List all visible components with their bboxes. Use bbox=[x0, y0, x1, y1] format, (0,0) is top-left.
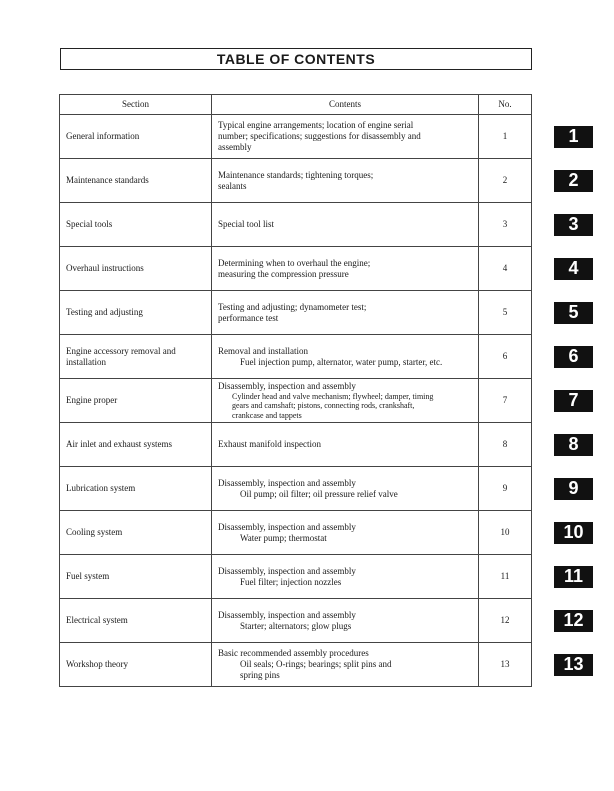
contents-cell bbox=[212, 423, 479, 467]
section-cell bbox=[60, 247, 212, 291]
section-cell bbox=[60, 379, 212, 423]
contents-text: Disassembly, inspection and assembly bbox=[218, 380, 356, 391]
contents-text: measuring the compression pressure bbox=[218, 268, 349, 279]
section-number: 7 bbox=[479, 379, 532, 423]
contents-text: Testing and adjusting; dynamometer test; bbox=[218, 301, 367, 312]
table-row bbox=[60, 467, 532, 511]
section-number: 1 bbox=[479, 115, 532, 159]
section-cell bbox=[60, 467, 212, 511]
section-tab: 1 bbox=[554, 126, 593, 148]
table-row bbox=[60, 203, 532, 247]
section-text: Maintenance standards bbox=[66, 175, 149, 186]
contents-text: Exhaust manifold inspection bbox=[218, 439, 321, 450]
contents-text: Determining when to overhaul the engine; bbox=[218, 257, 371, 268]
section-tab: 11 bbox=[554, 566, 593, 588]
section-text: Air inlet and exhaust systems bbox=[66, 439, 172, 450]
contents-cell bbox=[212, 159, 479, 203]
contents-cell bbox=[212, 599, 479, 643]
contents-subtext: Fuel injection pump, alternator, water pump, starter, etc. bbox=[240, 356, 443, 367]
section-cell bbox=[60, 291, 212, 335]
section-cell bbox=[60, 115, 212, 159]
contents-subtext: Oil pump; oil filter; oil pressure relief valve bbox=[240, 488, 398, 499]
section-tab: 2 bbox=[554, 170, 593, 192]
table-row bbox=[60, 247, 532, 291]
table-row bbox=[60, 115, 532, 159]
contents-subtext: Oil seals; O-rings; bearings; split pins and bbox=[240, 659, 392, 670]
section-text: Overhaul instructions bbox=[66, 263, 144, 274]
section-text: Special tools bbox=[66, 219, 113, 230]
contents-cell bbox=[212, 511, 479, 555]
table-row bbox=[60, 159, 532, 203]
contents-cell bbox=[212, 643, 479, 687]
section-tab: 3 bbox=[554, 214, 593, 236]
section-number: 2 bbox=[479, 159, 532, 203]
section-tab: 13 bbox=[554, 654, 593, 676]
contents-text: Disassembly, inspection and assembly bbox=[218, 477, 356, 488]
contents-cell bbox=[212, 247, 479, 291]
contents-text: Disassembly, inspection and assembly bbox=[218, 609, 356, 620]
section-cell bbox=[60, 643, 212, 687]
contents-table bbox=[59, 94, 532, 687]
section-text: Engine proper bbox=[66, 395, 118, 406]
contents-cell bbox=[212, 291, 479, 335]
section-number: 10 bbox=[479, 511, 532, 555]
table-row bbox=[60, 511, 532, 555]
section-number: 3 bbox=[479, 203, 532, 247]
section-number: 11 bbox=[479, 555, 532, 599]
section-tab: 9 bbox=[554, 478, 593, 500]
section-tab: 7 bbox=[554, 390, 593, 412]
contents-text: Disassembly, inspection and assembly bbox=[218, 565, 356, 576]
section-number: 5 bbox=[479, 291, 532, 335]
section-tab: 10 bbox=[554, 522, 593, 544]
contents-subtext: Fuel filter; injection nozzles bbox=[240, 576, 342, 587]
section-number: 6 bbox=[479, 335, 532, 379]
section-cell bbox=[60, 511, 212, 555]
contents-cell bbox=[212, 467, 479, 511]
section-text: Workshop theory bbox=[66, 659, 129, 670]
contents-text: Maintenance standards; tightening torques; bbox=[218, 169, 374, 180]
table-row bbox=[60, 335, 532, 379]
section-cell bbox=[60, 423, 212, 467]
section-number: 12 bbox=[479, 599, 532, 643]
section-tab: 8 bbox=[554, 434, 593, 456]
contents-text: sealants bbox=[218, 180, 247, 191]
section-cell bbox=[60, 335, 212, 379]
table-header-row bbox=[60, 95, 532, 115]
contents-cell bbox=[212, 335, 479, 379]
header-no: No. bbox=[479, 95, 532, 115]
contents-subtext: gears and camshaft; pistons, connecting rods, crankshaft, bbox=[232, 401, 415, 411]
contents-text: Removal and installation bbox=[218, 345, 308, 356]
section-text: Lubrication system bbox=[66, 483, 136, 494]
section-tab: 4 bbox=[554, 258, 593, 280]
contents-text: number; specifications; suggestions for disassembly and bbox=[218, 131, 421, 142]
section-text: Fuel system bbox=[66, 571, 110, 582]
section-cell bbox=[60, 599, 212, 643]
table-row bbox=[60, 423, 532, 467]
contents-subtext: spring pins bbox=[240, 669, 280, 680]
section-text: Cooling system bbox=[66, 527, 123, 538]
contents-text: assembly bbox=[218, 141, 252, 152]
header-section: Section bbox=[60, 95, 212, 115]
contents-cell bbox=[212, 379, 479, 423]
section-cell bbox=[60, 555, 212, 599]
section-tab: 5 bbox=[554, 302, 593, 324]
section-text: Testing and adjusting bbox=[66, 307, 143, 318]
contents-text: Disassembly, inspection and assembly bbox=[218, 521, 356, 532]
section-number: 9 bbox=[479, 467, 532, 511]
contents-cell bbox=[212, 555, 479, 599]
section-text: Engine accessory removal and bbox=[66, 345, 176, 356]
section-tab: 6 bbox=[554, 346, 593, 368]
section-text: General information bbox=[66, 131, 140, 142]
section-tab: 12 bbox=[554, 610, 593, 632]
contents-text: Typical engine arrangements; location of engine serial bbox=[218, 120, 414, 131]
contents-subtext: Water pump; thermostat bbox=[240, 532, 327, 543]
table-row bbox=[60, 555, 532, 599]
section-cell bbox=[60, 159, 212, 203]
section-text: installation bbox=[66, 356, 106, 367]
table-row bbox=[60, 643, 532, 687]
contents-cell bbox=[212, 115, 479, 159]
table-row bbox=[60, 599, 532, 643]
contents-subtext: crankcase and tappets bbox=[232, 410, 302, 420]
contents-text: Basic recommended assembly procedures bbox=[218, 648, 369, 659]
table-row bbox=[60, 379, 532, 423]
section-number: 8 bbox=[479, 423, 532, 467]
contents-cell bbox=[212, 203, 479, 247]
header-contents: Contents bbox=[212, 95, 479, 115]
contents-text: Special tool list bbox=[218, 219, 274, 230]
section-number: 4 bbox=[479, 247, 532, 291]
section-text: Electrical system bbox=[66, 615, 128, 626]
table-row bbox=[60, 291, 532, 335]
contents-subtext: Cylinder head and valve mechanism; flywheel; damper, timing bbox=[232, 391, 434, 401]
section-cell bbox=[60, 203, 212, 247]
section-number: 13 bbox=[479, 643, 532, 687]
page-title: TABLE OF CONTENTS bbox=[60, 48, 532, 70]
contents-text: performance test bbox=[218, 312, 279, 323]
contents-subtext: Starter; alternators; glow plugs bbox=[240, 620, 352, 631]
